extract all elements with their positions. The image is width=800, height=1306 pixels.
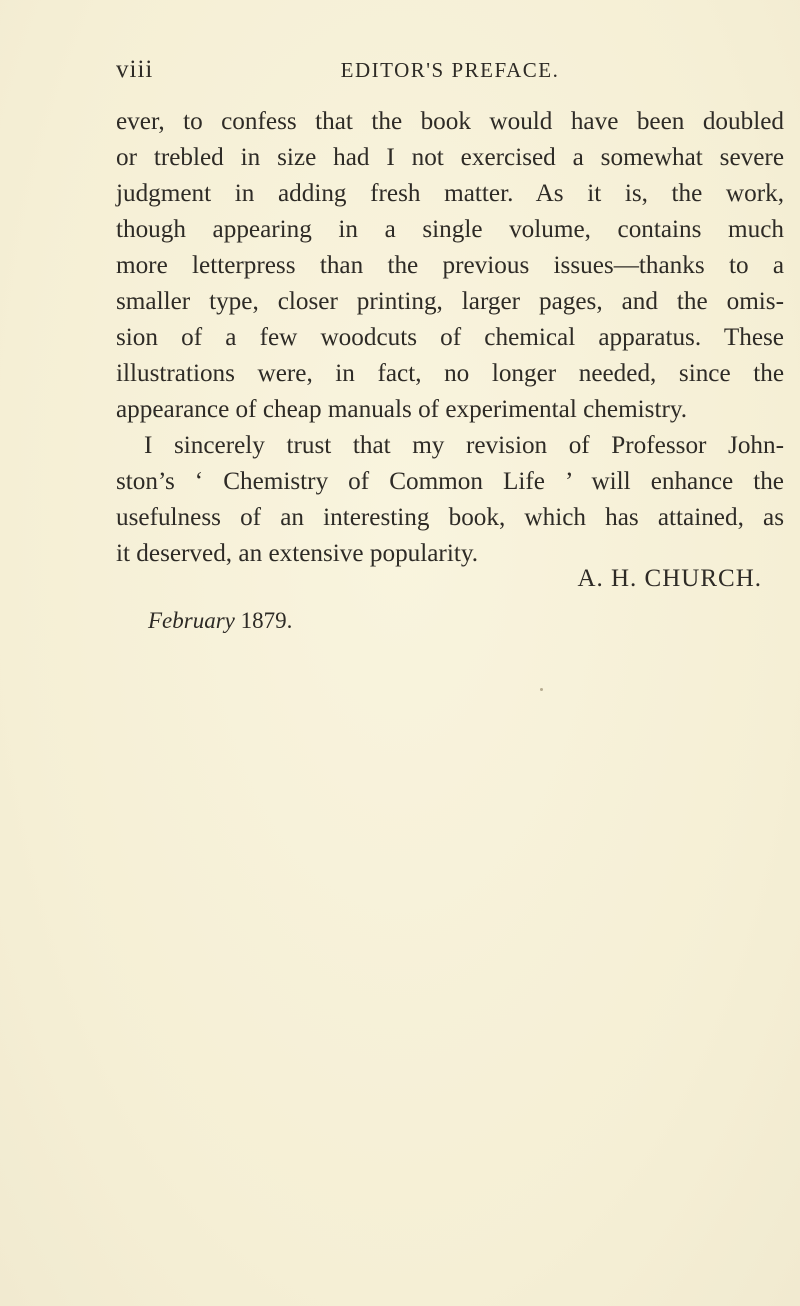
- text-line: more letterpress than the previous issues—thanks to a: [116, 252, 784, 279]
- paragraph: [116, 428, 784, 572]
- date-month: February: [148, 608, 235, 633]
- text-line: or trebled in size had I not exercised a somewhat severe: [116, 144, 784, 171]
- date-year: 1879.: [240, 608, 293, 633]
- text-line: it deserved, an extensive popularity.: [116, 540, 479, 567]
- running-head: EDITOR'S PREFACE.: [340, 58, 560, 82]
- paper-speck: [540, 688, 543, 691]
- text-line: usefulness of an interesting book, which has attained, as: [116, 504, 784, 531]
- text-line: smaller type, closer printing, larger pages, and the omis-: [116, 288, 784, 315]
- text-line: judgment in adding fresh matter. As it is, the work,: [116, 180, 784, 207]
- signature: A. H. CHURCH.: [577, 565, 762, 592]
- text-line: illustrations were, in fact, no longer needed, since the: [116, 360, 784, 387]
- text-line: ston’s ‘ Chemistry of Common Life ’ will enhance the: [116, 468, 784, 495]
- body-text: [116, 104, 784, 572]
- date: [148, 608, 292, 634]
- text-line: though appearing in a single volume, contains much: [116, 216, 784, 243]
- paragraph: [116, 104, 784, 428]
- text-line: sion of a few woodcuts of chemical apparatus. These: [116, 324, 784, 351]
- page-header: [116, 56, 784, 90]
- page-number: viii: [116, 56, 154, 83]
- text-line: appearance of cheap manuals of experimental chemistry.: [116, 396, 688, 423]
- text-line: ever, to confess that the book would have been doubled: [116, 108, 784, 135]
- text-line: I sincerely trust that my revision of Professor John-: [144, 432, 784, 459]
